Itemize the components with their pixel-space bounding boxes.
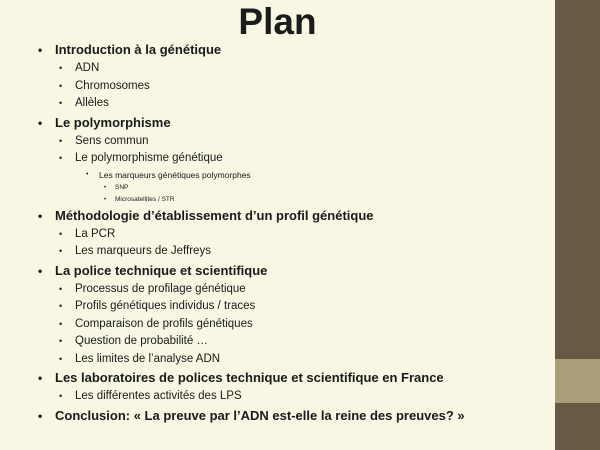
outline-section-conclusion: • Conclusion: « La preuve par l’ADN est-elle la reine des preuves? » (0, 406, 465, 426)
outline-section-methodologie: • Méthodologie d’établissement d’un profil génétique (0, 206, 465, 226)
outline-item-question-probabilite: • Question de probabilité … (0, 333, 465, 351)
outline-item-activites-lps: • Les différentes activités des LPS (0, 388, 465, 406)
outline-item-processus-profilage: • Processus de profilage génétique (0, 281, 465, 299)
outline-section-polymorphisme: • Le polymorphisme (0, 113, 465, 133)
outline-item-pcr: • La PCR (0, 226, 465, 244)
outline-item-sens-commun: • Sens commun (0, 133, 465, 151)
outline-item-polymorphisme-genetique: • Le polymorphisme génétique (0, 150, 465, 168)
outline-item-marqueurs-jeffreys: • Les marqueurs de Jeffreys (0, 243, 465, 261)
outline-item-comparaison-profils: • Comparaison de profils génétiques (0, 316, 465, 334)
outline-item-chromosomes: • Chromosomes (0, 78, 465, 96)
side-accent-block (555, 359, 600, 403)
slide-title: Plan (238, 1, 317, 42)
outline-list (0, 40, 465, 426)
outline-item-adn: • ADN (0, 60, 465, 78)
outline-item-limites-analyse: • Les limites de l’analyse ADN (0, 351, 465, 369)
outline-section-introduction: • Introduction à la génétique (0, 40, 465, 60)
outline-item-alleles: • Allèles (0, 95, 465, 113)
outline-item-profils-individus-traces: • Profils génétiques individus / traces (0, 298, 465, 316)
outline-subsubitem-microsatellites: • Microsatellites / STR (0, 194, 465, 206)
outline-subsubitem-snp: • SNP (0, 182, 465, 194)
outline-section-police-technique: • La police technique et scientifique (0, 261, 465, 281)
outline-section-laboratoires: • Les laboratoires de polices technique et scientifique en France (0, 368, 465, 388)
outline-subitem-marqueurs-polymorphes: • Les marqueurs génétiques polymorphes (0, 168, 465, 182)
